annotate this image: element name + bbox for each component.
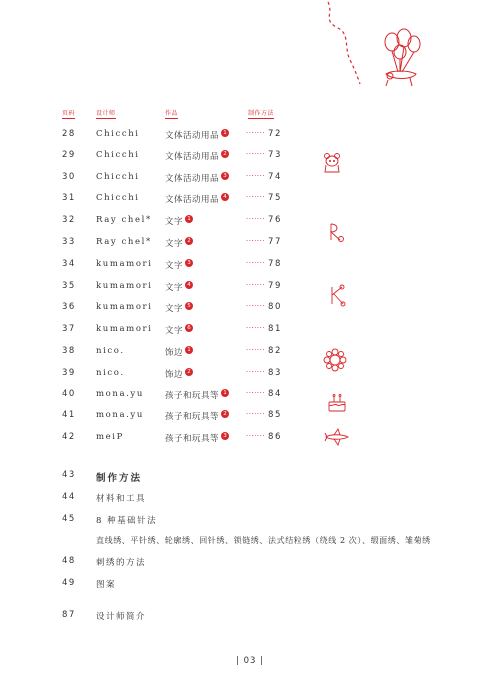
row-page: 37 — [62, 324, 76, 334]
leader-dots: ······· — [246, 346, 266, 354]
row-designer: meiP — [96, 432, 124, 442]
row-page: 38 — [62, 346, 76, 356]
row-works: 文字 4 — [165, 281, 183, 293]
row-works: 文体活动用品 1 — [165, 129, 219, 141]
row-method-page: 86 — [268, 432, 283, 442]
row-method-page: 79 — [268, 281, 283, 291]
row-works: 文字 6 — [165, 324, 183, 336]
number-badge: 1 — [221, 129, 229, 137]
row-works: 孩子和玩具等 2 — [165, 410, 219, 422]
section-page: 43 — [62, 470, 76, 480]
row-designer: Chicchi — [96, 172, 140, 182]
header-method-page: 制作方法 — [248, 110, 275, 117]
bear-illustration — [322, 152, 342, 174]
row-page: 34 — [62, 259, 76, 269]
leader-dots: ······· — [246, 302, 266, 310]
section-page: 48 — [62, 556, 76, 566]
number-badge: 1 — [185, 346, 193, 354]
section-page: 87 — [62, 610, 76, 620]
table-row — [0, 410, 500, 431]
section-page: 49 — [62, 578, 76, 588]
row-method-page: 76 — [268, 215, 283, 225]
number-badge: 2 — [221, 410, 229, 418]
number-badge: 1 — [221, 389, 229, 397]
table-row — [0, 150, 500, 171]
airplane-illustration — [324, 428, 350, 446]
row-page: 42 — [62, 432, 76, 442]
row-page: 30 — [62, 172, 76, 182]
row-page: 33 — [62, 237, 76, 247]
row-works: 孩子和玩具等 3 — [165, 432, 219, 444]
row-designer: kumamori — [96, 302, 153, 312]
row-designer: Ray chel* — [96, 215, 152, 225]
number-badge: 3 — [221, 172, 229, 180]
cake-illustration — [326, 392, 348, 414]
section-page: 45 — [62, 514, 76, 524]
table-row — [0, 215, 500, 236]
row-page: 28 — [62, 129, 76, 139]
leader-dots: ······· — [246, 410, 266, 418]
row-works: 文字 1 — [165, 215, 183, 227]
header-page: 页码 — [62, 110, 76, 117]
flower-frame-illustration — [323, 348, 347, 372]
row-designer: Chicchi — [96, 150, 140, 160]
table-row — [0, 432, 500, 453]
row-designer: nico. — [96, 346, 125, 356]
table-row — [0, 259, 500, 280]
row-method-page: 84 — [268, 389, 283, 399]
section-title: 图案 — [96, 580, 117, 590]
table-row — [0, 172, 500, 193]
row-page: 40 — [62, 389, 76, 399]
row-works: 文字 2 — [165, 237, 183, 249]
row-designer: mona.yu — [96, 389, 144, 399]
row-designer: nico. — [96, 368, 125, 378]
section-title: 设计师简介 — [96, 612, 147, 622]
row-designer: kumamori — [96, 324, 153, 334]
leader-dots: ······· — [246, 150, 266, 158]
row-page: 29 — [62, 150, 76, 160]
section-title: 8 种基础针法 — [96, 516, 158, 526]
row-method-page: 82 — [268, 346, 283, 356]
row-designer: kumamori — [96, 281, 153, 291]
leader-dots: ······· — [246, 237, 266, 245]
table-row — [0, 193, 500, 214]
number-badge: 2 — [221, 150, 229, 158]
table-row — [0, 346, 500, 367]
table-row — [0, 389, 500, 410]
section-title: 刺绣的方法 — [96, 558, 147, 568]
row-method-page: 77 — [268, 237, 283, 247]
row-works: 饰边 1 — [165, 346, 183, 358]
header-works: 作品 — [165, 110, 179, 117]
page-number: | 03 | — [236, 656, 264, 666]
section-title: 制作方法 — [96, 473, 143, 484]
row-works: 文字 5 — [165, 302, 183, 314]
leader-dots: ······· — [246, 129, 266, 137]
leader-dots: ······· — [246, 281, 266, 289]
row-works: 文体活动用品 3 — [165, 172, 219, 184]
leader-dots: ······· — [246, 259, 266, 267]
number-badge: 3 — [221, 432, 229, 440]
row-method-page: 85 — [268, 410, 283, 420]
row-method-page: 75 — [268, 193, 283, 203]
row-method-page: 81 — [268, 324, 283, 334]
number-badge: 3 — [185, 259, 193, 267]
row-page: 36 — [62, 302, 76, 312]
row-works: 文体活动用品 2 — [165, 150, 219, 162]
leader-dots: ······· — [246, 432, 266, 440]
section-title: 材料和工具 — [96, 494, 147, 504]
number-badge: 2 — [185, 368, 193, 376]
section-page: 44 — [62, 492, 76, 502]
row-method-page: 78 — [268, 259, 283, 269]
table-row — [0, 302, 500, 323]
number-badge: 2 — [185, 237, 193, 245]
balloon-illustration — [300, 0, 440, 100]
row-designer: kumamori — [96, 259, 153, 269]
table-row — [0, 281, 500, 302]
leader-dots: ······· — [246, 324, 266, 332]
number-badge: 5 — [185, 302, 193, 310]
number-badge: 4 — [221, 193, 229, 201]
number-badge: 4 — [185, 281, 193, 289]
letter-illustration — [328, 222, 346, 244]
row-designer: Ray chel* — [96, 237, 152, 247]
stitch-list: 直线绣、平针绣、轮廓绣、回针绣、锁链绣、法式结粒绣（绕线 2 次）、缎面绣、雏菊绣 — [96, 536, 431, 545]
row-page: 41 — [62, 410, 76, 420]
flower-letter-illustration — [328, 284, 348, 308]
row-page: 35 — [62, 281, 76, 291]
row-works: 饰边 2 — [165, 368, 183, 380]
table-row — [0, 237, 500, 258]
leader-dots: ······· — [246, 172, 266, 180]
row-method-page: 80 — [268, 302, 283, 312]
row-designer: mona.yu — [96, 410, 144, 420]
table-row — [0, 368, 500, 389]
leader-dots: ······· — [246, 368, 266, 376]
row-works: 文字 3 — [165, 259, 183, 271]
number-badge: 1 — [185, 215, 193, 223]
row-page: 39 — [62, 368, 76, 378]
row-page: 31 — [62, 193, 76, 203]
row-designer: Chicchi — [96, 193, 140, 203]
table-row — [0, 324, 500, 345]
row-method-page: 74 — [268, 172, 283, 182]
table-row — [0, 129, 500, 150]
leader-dots: ······· — [246, 193, 266, 201]
row-method-page: 72 — [268, 129, 283, 139]
number-badge: 6 — [185, 324, 193, 332]
row-method-page: 73 — [268, 150, 283, 160]
row-method-page: 83 — [268, 368, 283, 378]
row-page: 32 — [62, 215, 76, 225]
leader-dots: ······· — [246, 389, 266, 397]
header-designer: 设计师 — [96, 110, 116, 117]
leader-dots: ······· — [246, 215, 266, 223]
row-designer: Chicchi — [96, 129, 140, 139]
row-works: 文体活动用品 4 — [165, 193, 219, 205]
row-works: 孩子和玩具等 1 — [165, 389, 219, 401]
